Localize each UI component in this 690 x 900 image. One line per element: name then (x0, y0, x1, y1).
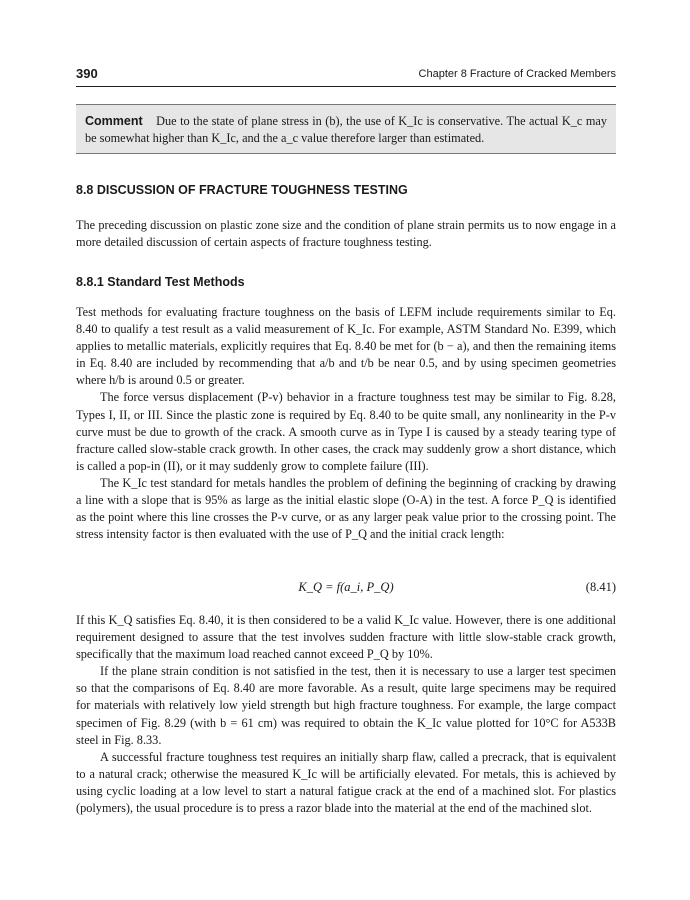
equation-expression: K_Q = f(a_i, P_Q) (298, 580, 394, 594)
paragraph: The preceding discussion on plastic zone size and the condition of plane strain permits us to now engage in a more detailed discussion of certain aspects of fracture toughness testing. (76, 218, 616, 250)
page-number: 390 (76, 66, 98, 81)
section-heading-8-8-1: 8.8.1 Standard Test Methods (76, 275, 245, 289)
paragraph: Test methods for evaluating fracture toughness on the basis of LEFM include requirements similar to Eq. 8.40 to qualify a test result as a valid measurement of K_Ic. For example, ASTM Standard No. E399, which applies to metallic materials, explicitly requires that Eq. 8.40 be met for (b − a), and then the remaining items in Eq. 8.40 are included by recommending that a/b and t/b be near 0.5, and by using specimen geometries where h/b is around 0.5 or greater. (76, 305, 616, 388)
equation-8-41 (76, 580, 616, 598)
paragraph: The force versus displacement (P-v) behavior in a fracture toughness test may be similar to Fig. 8.28, Types I, II, or III. Since the plastic zone is required by Eq. 8.40 to be quite small, any nonlinearity in the P-v curve must be due to growth of the crack. A smooth curve as in Type I is caused by a steady tearing type of fracture called slow-stable crack growth. In other cases, the crack may suddenly grow a short distance, which is called a pop-in (II), or it may suddenly grow to complete failure (III). (76, 390, 616, 473)
page-header (76, 66, 616, 84)
paragraph: If this K_Q satisfies Eq. 8.40, it is then considered to be a valid K_Ic value. However, there is one additional requirement designed to assure that the test involves sudden fracture with little slow-stable crack growth, specifically that the maximum load reached cannot exceed P_Q by 10%. (76, 613, 616, 662)
equation-number: (8.41) (585, 580, 616, 594)
header-rule (76, 86, 616, 87)
comment-text: Due to the state of plane stress in (b), the use of K_Ic is conservative. The actual K_c may be somewhat higher than K_Ic, and the a_c value therefore larger than estimated. (85, 114, 608, 145)
paragraph: A successful fracture toughness test requires an initially sharp flaw, called a precrack, that is equivalent to a natural crack; otherwise the measured K_Ic will be artificially elevated. For metals, this is achieved by using cyclic loading at a low level to start a natural fatigue crack at the end of a machined slot. For plastics (polymers), the usual procedure is to press a razor blade into the material at the end of the machined slot. (76, 749, 616, 816)
comment-label: Comment (85, 114, 143, 128)
section-8-8-1-body-cont (76, 612, 616, 817)
comment-box (76, 104, 616, 154)
running-head: Chapter 8 Fracture of Cracked Members (418, 68, 616, 80)
section-heading-8-8: 8.8 DISCUSSION OF FRACTURE TOUGHNESS TESTING (76, 183, 408, 197)
section-8-8-1-body (76, 304, 616, 543)
paragraph: If the plane strain condition is not satisfied in the test, then it is necessary to use a larger test specimen so that the comparisons of Eq. 8.40 are more favorable. As a result, quite large specimens may be required for materials with relatively low yield strength but high fracture toughness. For example, the large compact specimen of Fig. 8.29 (with b = 61 cm) was required to obtain the K_Ic value plotted for 10°C for A533B steel in Fig. 8.33. (76, 664, 616, 747)
section-8-8-body (76, 217, 616, 251)
paragraph: The K_Ic test standard for metals handles the problem of defining the beginning of cracking by drawing a line with a slope that is 95% as large as the initial elastic slope (O-A) in the test. A force P_Q is identified as the point where this line crosses the P-v curve, or as any larger peak value prior to the crossing point. The stress intensity factor is then evaluated with the use of P_Q and the initial crack length: (76, 475, 616, 542)
